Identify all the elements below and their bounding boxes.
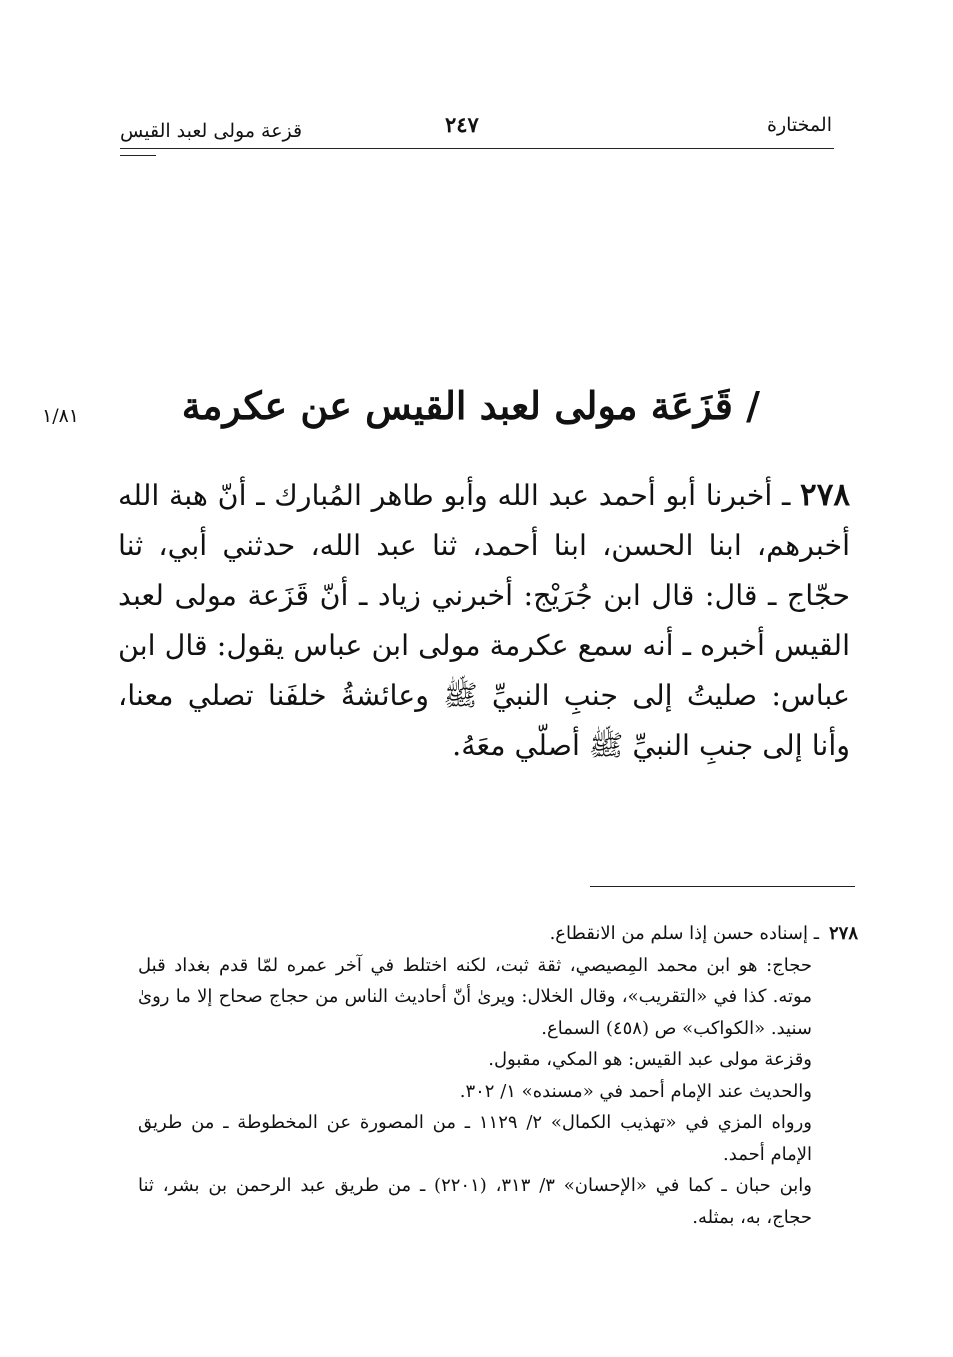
- footnote-item: وقزعة مولى عبد القيس: هو المكي، مقبول.: [488, 1049, 812, 1070]
- page-number: ٢٤٧: [445, 112, 479, 137]
- chapter-title: / قَزَعَة مولى لعبد القيس عن عكرمة: [181, 383, 760, 428]
- section-title: قزعة مولى لعبد القيس: [120, 120, 303, 142]
- footnote-item: والحديث عند الإمام أحمد في «مسنده» ١/ ٣٠٢.: [459, 1080, 812, 1102]
- footnote-head-text: ـ إسناده حسن إذا سلم من الانقطاع.: [549, 923, 819, 944]
- footnotes: [138, 918, 858, 1233]
- hadith-number: ٢٧٨: [800, 477, 850, 513]
- footnote-head: [138, 918, 858, 950]
- footnote-item: ورواه المزي في «تهذيب الكمال» ٢/ ١١٢٩ ـ من المصورة عن المخطوطة ـ من طريق الإمام أحمد.: [138, 1112, 812, 1165]
- footnote-number: ٢٧٨: [828, 923, 858, 944]
- book-title: المختارة: [767, 114, 832, 136]
- running-header: [120, 112, 832, 148]
- manuscript-margin-reference: ١/٨١: [42, 405, 80, 427]
- header-rule: [120, 148, 834, 149]
- footnote-item: وابن حبان ـ كما في «الإحسان» ٣/ ٣١٣، (٢٢٠١) ـ من طريق عبد الرحمن بن بشر، ثنا حجاج، به، بمثله.: [138, 1175, 812, 1228]
- hadith-paragraph: [118, 470, 850, 771]
- hadith-text: ـ أخبرنا أبو أحمد عبد الله وأبو طاهر المُبارك ـ أنّ هبة الله أخبرهم، ابنا الحسن، ابنا أحمد، ثنا عبد الله، حدثني أبي، ثنا حجّاج ـ قال: قال ابن جُرَيْج: أخبرني زياد ـ أنّ قَزَعة مولى لعبد القيس أخبره ـ أنه سمع عكرمة مولى ابن عباس يقول: قال ابن عباس: صليتُ إلى جنبِ النبيِّ ﷺ وعائشةُ خلفَنا تصلي معنا، وأنا إلى جنبِ النبيِّ ﷺ أصلّي معَهُ.: [118, 479, 850, 762]
- footnote-item: حجاج: هو ابن محمد المِصيصي، ثقة ثبت، لكنه اختلط في آخر عمره لمّا قدم بغداد قبل موته. كذا في «التقريب»، وقال الخلال: ويرىٰ أنّ أحاديث الناس من حجاج صحاح إلا ما روىٰ سنيد. «الكواكب» ص (٤٥٨) السماع.: [138, 954, 812, 1039]
- header-rule-short: [120, 155, 156, 156]
- footnote-separator: [590, 886, 855, 887]
- hadith-body: [118, 470, 850, 771]
